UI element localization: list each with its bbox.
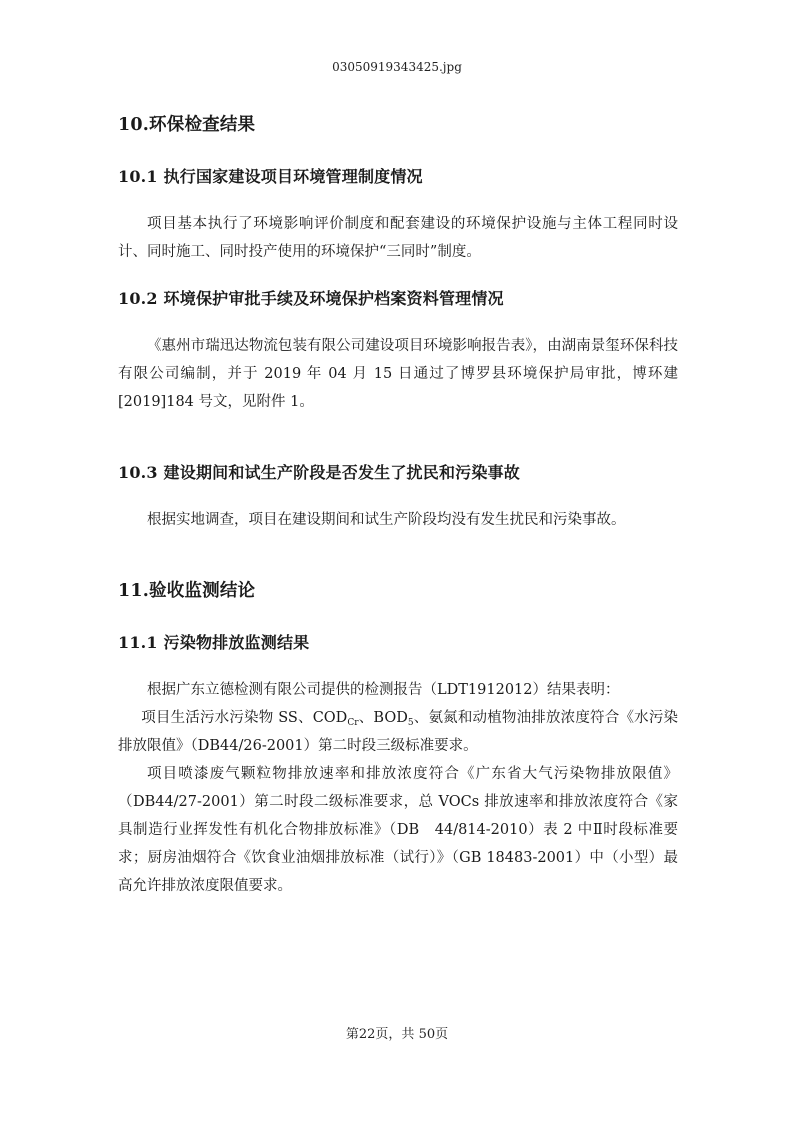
section-11-title: 11.验收监测结论 — [118, 581, 256, 601]
section-11-1-title: 11.1 污染物排放监测结果 — [118, 633, 310, 652]
document-body — [118, 112, 678, 900]
section-11-1-intro: 根据广东立德检测有限公司提供的检测报告（LDT1912012）结果表明： — [147, 682, 620, 698]
section-10-3-title: 10.3 建设期间和试生产阶段是否发生了扰民和污染事故 — [118, 463, 520, 482]
page-footer: 第22页，共 50页 — [345, 1027, 449, 1042]
section-10-2-body: 《惠州市瑞迅达物流包装有限公司建设项目环境影响报告表》，由湖南景玺环保科技有限公司编制，并于 2019 年 04 月 15 日通过了博罗县环境保护局审批，博环建[2019]184 号文，见附件 1。 — [118, 338, 678, 410]
section-10-3-body: 根据实地调查，项目在建设期间和试生产阶段均没有发生扰民和污染事故。 — [147, 512, 626, 528]
section-10-1-body: 项目基本执行了环境影响评价制度和配套建设的环境保护设施与主体工程同时设计、同时施工、同时投产使用的环境保护“三同时”制度。 — [118, 216, 678, 260]
section-11-1-wastewater — [118, 704, 678, 760]
section-10-2-title: 10.2 环境保护审批手续及环境保护档案资料管理情况 — [118, 289, 504, 308]
section-10-title: 10.环保检查结果 — [118, 115, 256, 135]
wastewater-text-c: 、氨氮和动植物油排放浓度符合《水污染排放限值》（DB44/26-2001）第二时段三级标准要求。 — [118, 710, 679, 754]
wastewater-text-a: 项目生活污水污染物 SS、COD — [141, 710, 348, 726]
cod-subscript: Cr — [347, 718, 359, 728]
wastewater-text-b: 、BOD — [358, 710, 408, 726]
bod-subscript: 5 — [407, 718, 414, 728]
section-11-1-exhaust: 项目喷漆废气颗粒物排放速率和排放浓度符合《广东省大气污染物排放限值》（DB44/27-2001）第二时段二级标准要求，总 VOCs 排放速率和排放浓度符合《家具制造行业挥发性有机化合物排放标准》（DB 44/814-2010）表 2 中Ⅱ时段标准要求；厨房油烟符合《饮食业油烟排放标准（试行）》（GB 18483-2001）中（小型）最高允许排放浓度限值要求。 — [118, 766, 678, 894]
section-10-1-title: 10.1 执行国家建设项目环境管理制度情况 — [118, 167, 423, 186]
file-name-header: 03050919343425.jpg — [332, 60, 462, 74]
